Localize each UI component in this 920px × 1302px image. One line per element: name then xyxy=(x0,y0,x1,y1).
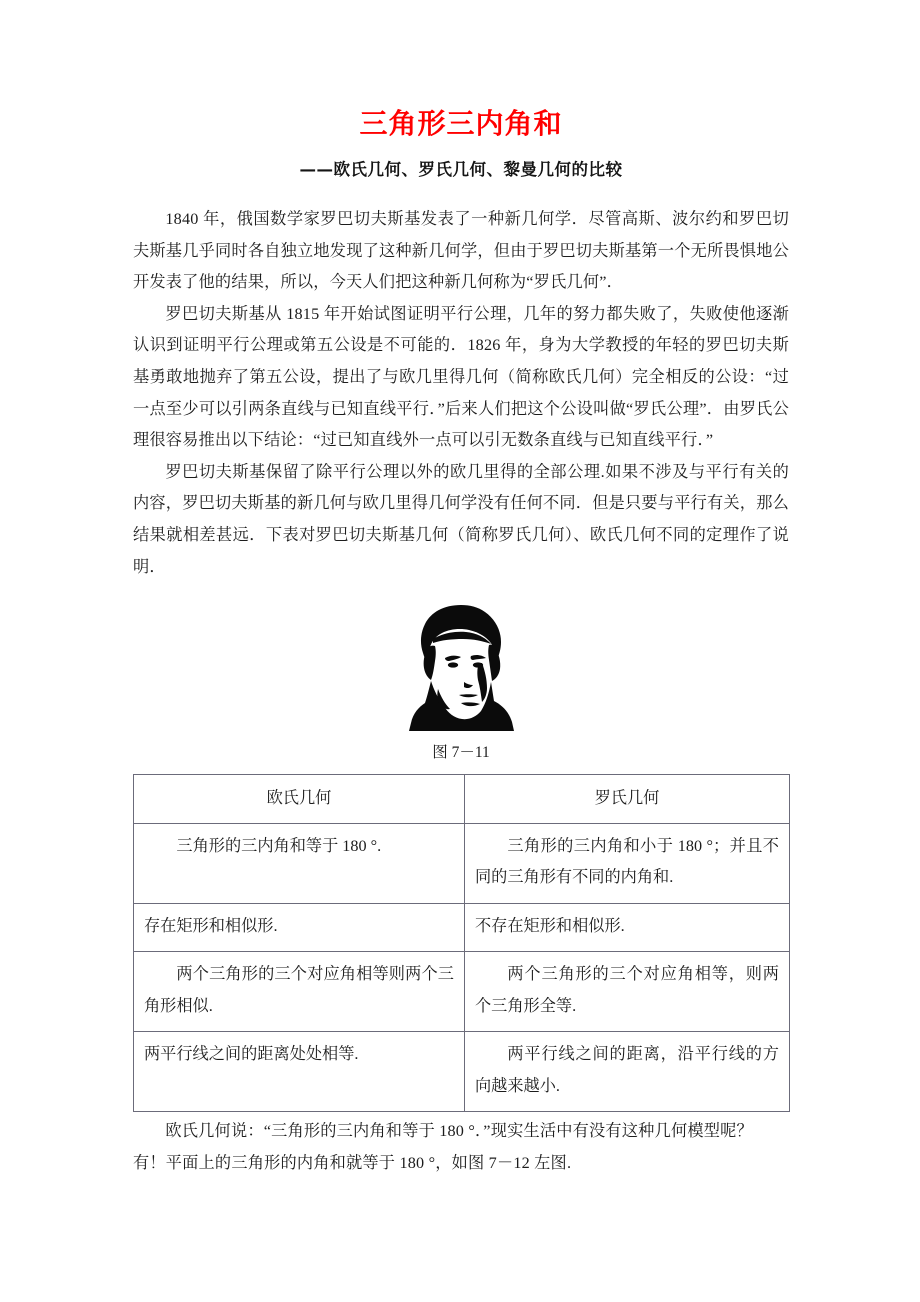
lobachevsky-portrait-image xyxy=(403,603,520,731)
body-paragraph-2: 罗巴切夫斯基从 1815 年开始试图证明平行公理，几年的努力都失败了，失败使他逐渐认识到证明平行公理或第五公设是不可能的．1826 年，身为大学教授的年轻的罗巴切夫斯基勇敢地抛弃了第五公设，提出了与欧几里得几何（简称欧氏几何）完全相反的公设：“过一点至少可以引两条直线与已知直线平行．”后来人们把这个公设叫做“罗氏公理”．由罗氏公理很容易推出以下结论：“过已知直线外一点可以引无数条直线与已知直线平行．” xyxy=(133,304,789,450)
closing-paragraph-line-1: 欧氏几何说：“三角形的三内角和等于 180 °．”现实生活中有没有这种几何模型呢？ xyxy=(165,1122,753,1141)
table-cell-euclidean-4: 两平行线之间的距离处处相等. xyxy=(134,1032,465,1112)
table-cell-lobachevskian-1: 三角形的三内角和小于 180 °；并且不同的三角形有不同的内角和. xyxy=(465,823,790,903)
body-paragraph-3: 罗巴切夫斯基保留了除平行公理以外的欧几里得的全部公理.如果不涉及与平行有关的内容，罗巴切夫斯基的新几何与欧几里得几何学没有任何不同．但是只要与平行有关，那么结果就相差甚远．下表对罗巴切夫斯基几何（简称罗氏几何）、欧氏几何不同的定理作了说明． xyxy=(133,462,789,576)
table-row xyxy=(134,1032,790,1112)
table-cell-euclidean-1: 三角形的三内角和等于 180 °. xyxy=(134,823,465,903)
table-cell-euclidean-2: 存在矩形和相似形. xyxy=(134,903,465,952)
table-cell-lobachevskian-3: 两个三角形的三个对应角相等，则两个三角形全等. xyxy=(465,952,790,1032)
table-row xyxy=(134,903,790,952)
figure-caption: 图 7－11 xyxy=(432,744,490,762)
body-paragraph-1: 1840 年，俄国数学家罗巴切夫斯基发表了一种新几何学．尽管高斯、波尔约和罗巴切夫斯基几乎同时各自独立地发现了这种新几何学，但由于罗巴切夫斯基第一个无所畏惧地公开发表了他的结果，所以，今天人们把这种新几何称为“罗氏几何”． xyxy=(133,210,789,292)
geometry-comparison-table xyxy=(133,774,790,1112)
table-cell-euclidean-3: 两个三角形的三个对应角相等则两个三角形相似. xyxy=(134,952,465,1032)
document-content xyxy=(133,0,789,1179)
page-title: 三角形三内角和 xyxy=(359,107,563,140)
page-subtitle: ——欧氏几何、罗氏几何、黎曼几何的比较 xyxy=(299,160,623,179)
table-row xyxy=(134,823,790,903)
table-header-row xyxy=(134,775,790,824)
table-row xyxy=(134,952,790,1032)
table-header-lobachevskian: 罗氏几何 xyxy=(465,775,790,824)
table-header-euclidean: 欧氏几何 xyxy=(134,775,465,824)
table-cell-lobachevskian-4: 两平行线之间的距离，沿平行线的方向越来越小. xyxy=(465,1032,790,1112)
closing-paragraph-line-2: 有！平面上的三角形的内角和就等于 180 °，如图 7－12 左图. xyxy=(133,1153,572,1172)
table-cell-lobachevskian-2: 不存在矩形和相似形. xyxy=(465,903,790,952)
figure-block xyxy=(133,603,789,764)
